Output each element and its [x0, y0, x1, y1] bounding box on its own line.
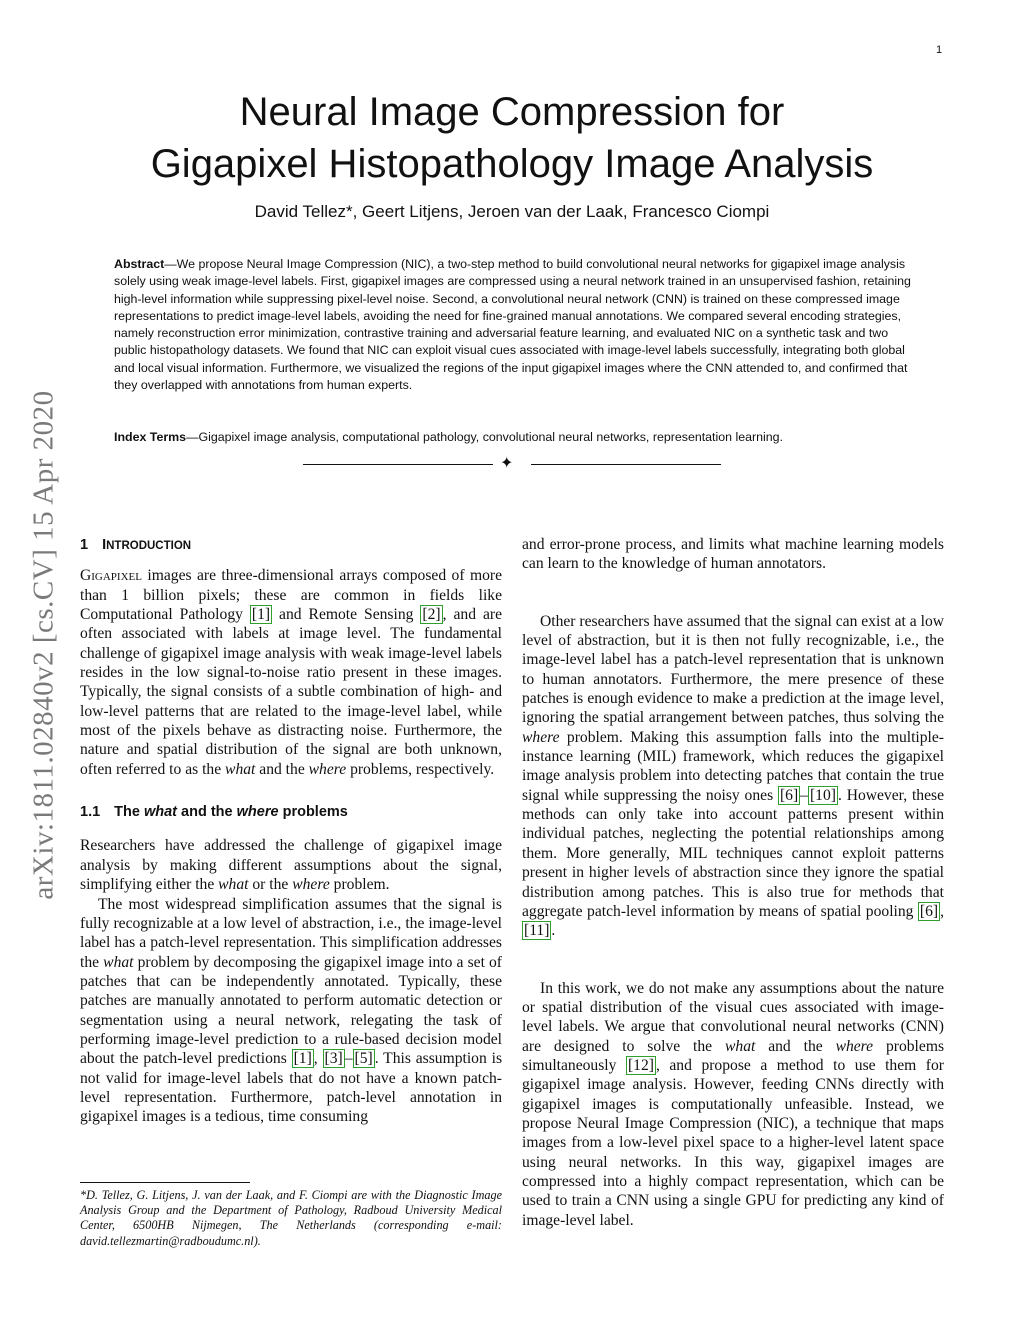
text-span: and the [755, 1037, 836, 1055]
text-span: , and are often associated with labels at image level. The fundamental challenge of gigapixel image analysis with weak image-level labels resides in the low signal-to-noise ratio present in these images. Typically, the signal consists of a subtle combination of high- and low-level patterns that are related to the image-level label, while most of the pixels behave as distracting noise. Furthermore, the nature and spatial distribution of the signal are both unknown, often referred to as the [80, 606, 502, 778]
left-column [80, 535, 502, 1127]
paper-title [100, 86, 924, 190]
citation-link[interactable]: [1] [293, 1050, 312, 1068]
emphasis: where [292, 876, 330, 894]
divider-line-left [303, 464, 493, 465]
divider-star-icon: ✦ [500, 455, 514, 472]
text-span: , [313, 1050, 323, 1068]
abstract-text: —We propose Neural Image Compression (NIC), a two-step method to build convolutional neural networks for gigapixel image analysis solely using weak image-level labels. First, gigapixel images are compressed using a neural network trained in an unsupervised fashion, retaining high-level information while suppressing pixel-level noise. Second, a convolutional neural network (CNN) is trained on these compressed image representations to predict image-level labels, avoiding the need for fine-grained manual annotations. We compared several encoding strategies, namely reconstruction error minimization, contrastive training and adversarial feature learning, and evaluated NIC on a synthetic task and two public histopathology datasets. We found that NIC can exploit visual cues associated with image-level labels successfully, integrating both global and local visual information. Furthermore, we visualized the regions of the input gigapixel images where the CNN attended to, and confirmed that they overlapped with annotations from human experts. [114, 257, 911, 393]
index-terms-label: Index Terms [114, 430, 187, 444]
text-span: . However, these methods can only take into account patterns present within individual patches, neglecting the potential relationships among them. More generally, MIL techniques cannot exploit patterns present in higher levels of abstraction since they ignore the spatial distribution among patches. This is also true for methods that aggregate patch-level information by means of spatial pooling [522, 786, 944, 920]
citation-link[interactable]: [12] [627, 1056, 654, 1074]
text-span: and the [255, 760, 309, 778]
text-span: – [344, 1050, 353, 1068]
title-line-1: Neural Image Compression for [239, 90, 785, 134]
right-paragraph-1: and error-prone process, and limits what machine learning models can learn to the knowledge of human annotators. [522, 536, 944, 573]
author-list: David Tellez*, Geert Litjens, Jeroen van der Laak, Francesco Ciompi [254, 202, 770, 221]
text-span: problem. [329, 876, 390, 894]
text-span: and the [177, 804, 237, 821]
text-span: images are three-dimensional arrays composed of more than 1 billion pixels; these are common in fields like Computational Pathology [80, 567, 502, 624]
text-span: – [800, 786, 808, 804]
index-terms-text: —Gigapixel image analysis, computational pathology, convolutional neural networks, representation learning. [186, 430, 784, 444]
right-column [522, 535, 944, 1230]
emphasis: what [143, 804, 178, 821]
subsection-paragraph-1 [80, 836, 502, 894]
text-span: problems simultaneously [522, 1037, 945, 1074]
text-span: In this work, we do not make any assumptions about the nature or spatial distribution of the visual cues associated with image-level labels. We argue that convolutional neural networks (CNN) are designed to solve the [522, 979, 944, 1055]
text-span: Other researchers have assumed that the signal can exist at a low level of abstraction, but it is then not fully recognizable, i.e., the image-level label has a patch-level representation that is unknown to human annotators. Furthermore, the mere presence of these patches is enough evidence to make a prediction at the image level, ignoring the spatial arrangement between patches, thus solving the [522, 612, 944, 727]
text-span: problem. Making this assumption falls into the multiple-instance learning (MIL) framework, which reduces the gigapixel image analysis problem into detecting patches that contain the true signal while suppressing the noisy ones [522, 728, 944, 804]
section-heading-introduction [80, 536, 502, 556]
text-span: Researchers have addressed the challenge of gigapixel image analysis by making different assumptions about the signal, simplifying either the [80, 837, 502, 894]
emphasis: where [236, 804, 279, 821]
section-title-rest: NTRODUCTION [106, 540, 192, 552]
text-span: The [114, 804, 144, 821]
text-span: . This assumption is not valid for image-level labels that do not have a known patch-level representation. Furthermore, patch-level annotation in gigapixel images is a tedious, time consuming [80, 1050, 503, 1126]
section-title-first-letter: I [102, 537, 107, 553]
emphasis: what [218, 876, 249, 894]
footnote: *D. Tellez, G. Litjens, J. van der Laak, and F. Ciompi are with the Diagnostic Image Analysis Group and the Department of Pathology, Radboud University Medical Center, 6500HB Nijmegen, The Netherlands (corresponding e-mail: david.tellezmartin@radboudumc.nl). [80, 1188, 502, 1248]
citation-link[interactable]: [1] [251, 606, 271, 624]
right-paragraph-2 [522, 612, 944, 941]
footnote-rule [80, 1182, 250, 1183]
text-span: problem by decomposing the gigapixel image into a set of patches that can be independently annotated. Typically, these patches are manually annotated to perform automatic detection or segmentation using a neural network, relegating the task of performing image-level prediction to a rule-based decision model about the patch-level predictions [80, 953, 503, 1068]
abstract [114, 256, 914, 394]
text-span: , and propose a method to use them for gigapixel image analysis. However, feeding CNNs directly with gigapixel images is computationally unfeasible. Instead, we propose Neural Image Compression (NIC), a technique that maps images from a low-level pixel space to a higher-level latent space using neural networks. In this way, gigapixel images are compressed into a highly compact representation, which can be used to train a CNN using a single GPU for predicting any kind of image-level label. [522, 1056, 944, 1229]
emphasis: what [225, 760, 256, 778]
text-span: The most widespread simplification assumes that the signal is fully recognizable at a low level of abstraction, i.e., the image-level label has a patch-level representation. This simplification addresses the [80, 895, 502, 971]
index-terms [114, 430, 914, 444]
section-number: 1 [80, 537, 89, 553]
citation-link[interactable]: [11] [524, 922, 550, 940]
lead-word: Gigapixel [80, 567, 142, 585]
citation-link[interactable]: [2] [422, 606, 441, 624]
emphasis: where [835, 1037, 874, 1055]
right-paragraph-3 [522, 979, 944, 1230]
emphasis: where [522, 728, 560, 746]
text-span: , [940, 902, 944, 920]
text-span: or the [248, 876, 293, 894]
citation-link[interactable]: [10] [809, 786, 836, 804]
text-span: problems [278, 804, 348, 821]
subsection-paragraph-2 [80, 895, 502, 1127]
divider-line-right [531, 464, 721, 465]
intro-paragraph-1 [80, 566, 502, 779]
citation-link[interactable]: [3] [324, 1050, 343, 1068]
citation-link[interactable]: [5] [354, 1050, 373, 1068]
citation-link[interactable]: [6] [779, 786, 799, 804]
emphasis: what [725, 1037, 756, 1055]
arxiv-identifier: arXiv:1811.02840v2 [cs.CV] 15 Apr 2020 [27, 390, 60, 900]
emphasis: where [308, 760, 347, 778]
text-span: problems, respectively. [346, 760, 495, 778]
abstract-label: Abstract [114, 257, 165, 271]
section-divider [303, 456, 721, 472]
page-number: 1 [936, 44, 943, 56]
emphasis: what [103, 953, 134, 971]
subsection-number: 1.1 [80, 804, 101, 821]
text-span: . [551, 922, 556, 940]
title-line-2: Gigapixel Histopathology Image Analysis [150, 142, 874, 186]
citation-link[interactable]: [6] [919, 902, 939, 920]
subsection-heading [80, 803, 502, 822]
text-span: and Remote Sensing [272, 606, 421, 624]
